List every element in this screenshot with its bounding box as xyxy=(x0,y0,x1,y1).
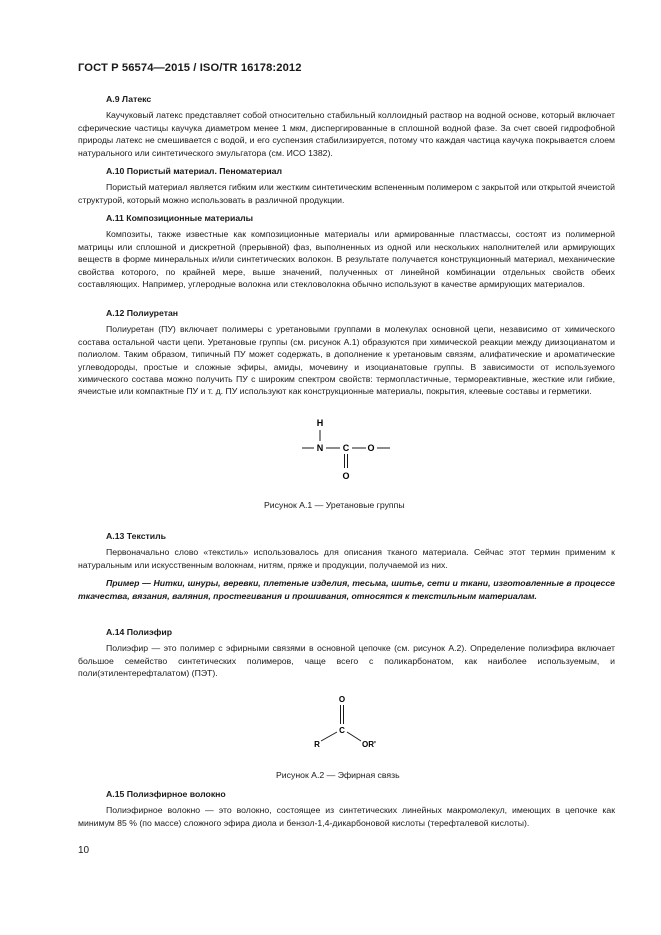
section-a10 xyxy=(78,165,615,206)
section-a12 xyxy=(78,307,615,398)
section-a15 xyxy=(78,788,615,829)
atom-o-bottom: O xyxy=(342,471,350,481)
section-heading: А.11 Композиционные материалы xyxy=(106,213,254,223)
atom-or: OR' xyxy=(362,740,376,749)
section-a11 xyxy=(78,212,615,290)
section-heading: А.15 Полиэфирное волокно xyxy=(106,789,226,799)
section-paragraph: Композиты, также известные как композиционные материалы или армированные пластмассы, состоят из полимерной матрицы или сплошной и дискретной (прерывной) фаз, выполненных из одной или нескольких наполнителей или армирующих веществ в форме минеральных и/или синтетических волокон. В результате получается конструкционный материал, механические свойства которого, по крайней мере, выше значений, полученных от линейной комбинации отдельных свойств обеих составляющих. Например, углеродные волокна или стекловолокна обычно используют в качестве армирующих материалов. xyxy=(78,229,615,290)
section-paragraph: Каучуковый латекс представляет собой относительно стабильный коллоидный раствор на водной основе, который включает сферические частицы каучука диаметром менее 1 мкм, диспергированные в сплошной водной фазе. За счет своей гидрофобной природы латекс не смешивается с водой, и его суспензия стабилизируется, потому что каждая частица каучука покрывается слоем натурального или синтетического эмульгатора (см. ИСО 1382). xyxy=(78,110,615,158)
section-a13 xyxy=(78,530,615,602)
section-paragraph: Пористый материал является гибким или жестким синтетическим вспененным полимером с закрытой или открытой ячеистой структурой, который можно использовать в различной продукции. xyxy=(78,182,615,205)
page-header: ГОСТ Р 56574—2015 / ISO/TR 16178:2012 xyxy=(78,62,302,74)
section-a9 xyxy=(78,93,615,159)
section-paragraph: Полиэфирное волокно — это волокно, состоящее из синтетических линейных макромолекул, имеющих в цепочке как минимум 85 % (по массе) сложного эфира диола и бензол-1,4-дикарбоновой кислоты (терефталевой кислоты). xyxy=(78,805,615,828)
figure-caption: Рисунок А.1 — Уретановые группы xyxy=(264,500,405,510)
section-a14 xyxy=(78,626,615,680)
section-paragraph: Первоначально слово «текстиль» использовалось для описания тканого материала. Сейчас этот термин применим к натуральным или искусственным волокнам, нитям, пряже и продукции, получаемой из них. xyxy=(78,547,615,570)
urethane-group-diagram xyxy=(296,412,406,486)
atom-h: H xyxy=(316,418,324,428)
figure-caption: Рисунок А.2 — Эфирная связь xyxy=(276,770,400,780)
section-heading: А.10 Пористый материал. Пеноматериал xyxy=(106,166,283,176)
atom-c: C xyxy=(339,726,345,735)
ester-link-diagram xyxy=(306,690,386,752)
atom-n: N xyxy=(316,443,324,453)
section-heading: А.9 Латекс xyxy=(106,94,152,104)
atom-o-top: O xyxy=(338,695,346,704)
section-paragraph: Полиуретан (ПУ) включает полимеры с уретановыми группами в молекулах основной цепи, независимо от химического состава остальной части цепи. Уретановые группы (см. рисунок А.1) образуются при химической реакции между диизоцианатом и полиолом. Таким образом, типичный ПУ может содержать, в дополнение к уретановым связям, алифатические и ароматические углеводороды, простые и сложные эфиры, амиды, мочевину и изоцианатовые группы. В зависимости от используемого химического состава можно получить ПУ с широким спектром свойств: термопластичные, термореактивные, жесткие или гибкие, ячеистые или компактные ПУ и т. д. ПУ используют как конструкционные материалы, покрытия, клеевые составы и герметики. xyxy=(78,324,615,397)
page-number: 10 xyxy=(78,845,90,856)
section-heading: А.13 Текстиль xyxy=(106,531,166,541)
section-heading: А.12 Полиуретан xyxy=(106,308,179,318)
example-paragraph: Пример — Нитки, шнуры, веревки, плетеные изделия, тесьма, шитье, сети и ткани, изготовленные в процессе ткачества, вязания, валяния, простегивания и прошивания, относятся к текстильным материалам. xyxy=(78,578,615,601)
section-heading: А.14 Полиэфир xyxy=(106,627,173,637)
section-paragraph: Полиэфир — это полимер с эфирными связями в основной цепочке (см. рисунок А.2). Определение полиэфира включает большое семейство синтетических полимеров, чаще всего с поликарбонатом, как наиболее используемым, и поли(этилентерефталатом) (ПЭТ). xyxy=(78,643,615,679)
atom-c: C xyxy=(342,443,350,453)
atom-o-right: O xyxy=(367,443,375,453)
atom-r: R xyxy=(314,740,320,749)
